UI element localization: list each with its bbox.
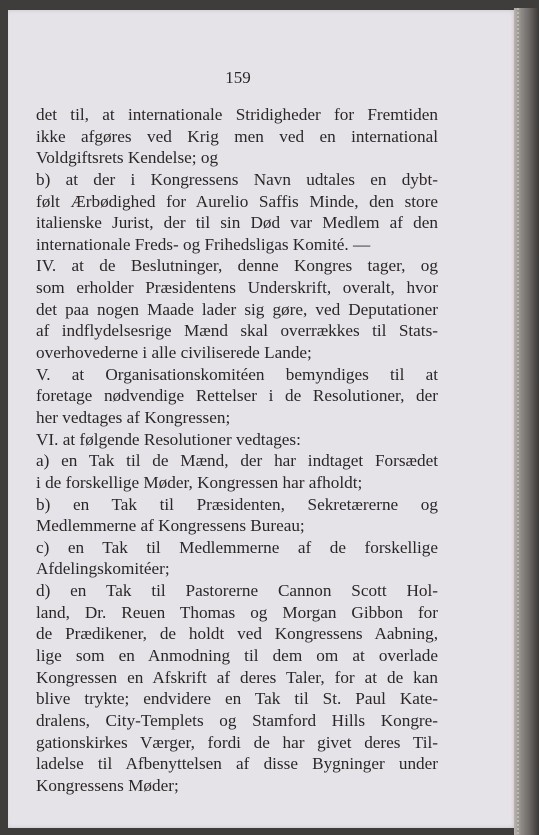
text-line: IV. at de Beslutninger, denne Kongres tager, og <box>36 256 438 276</box>
text-line: b) at der i Kongressens Navn udtales en dybt- <box>36 169 438 189</box>
text-line: her vedtages af Kongressen; <box>36 407 231 427</box>
text-line: internationale Freds- og Frihedsligas Komité. — <box>36 234 371 254</box>
text-line: overhovederne i alle civiliserede Lande; <box>36 343 312 363</box>
text-line: følt Ærbødighed for Aurelio Saffis Minde, den store <box>36 191 438 211</box>
text-line: dralens, City-Templets og Stamford Hills Kongre- <box>36 710 438 730</box>
body-text <box>36 104 438 797</box>
text-line: Kongressen en Afskrift af deres Taler, for at de kan <box>36 667 438 687</box>
text-line: italienske Jurist, der til sin Død var Medlem af den <box>36 213 438 233</box>
page-number: 159 <box>225 68 251 87</box>
text-line: foretage nødvendige Rettelser i de Resolutioner, der <box>36 386 438 406</box>
text-line: gationskirkes Værger, fordi de har givet deres Til- <box>36 732 438 752</box>
text-line: VI. at følgende Resolutioner vedtages: <box>36 429 301 449</box>
book-edge <box>514 8 539 835</box>
text-line: V. at Organisationskomitéen bemyndiges til at <box>36 364 438 384</box>
text-line: d) en Tak til Pastorerne Cannon Scott Hol- <box>36 581 438 601</box>
text-line: af indflydelsesrige Mænd skal overrækkes til Stats- <box>36 321 438 341</box>
text-line: Kongressens Møder; <box>36 775 179 795</box>
text-line: som erholder Præsidentens Underskrift, overalt, hvor <box>36 278 438 298</box>
text-line: Afdelingskomitéer; <box>36 559 170 579</box>
text-line: ikke afgøres ved Krig men ved en international <box>36 126 438 146</box>
text-line: det paa nogen Maade lader sig gøre, ved Deputationer <box>36 299 438 319</box>
text-line: ladelse til Afbenyttelsen af disse Bygninger under <box>36 754 438 774</box>
text-line: blive trykte; endvidere en Tak til St. Paul Kate- <box>36 689 438 709</box>
page-sheet <box>8 10 516 828</box>
text-line: lige som en Anmodning til dem om at overlade <box>36 646 438 666</box>
text-line: land, Dr. Reuen Thomas og Morgan Gibbon for <box>36 602 438 622</box>
text-line: Voldgiftsrets Kendelse; og <box>36 148 219 168</box>
text-line: i de forskellige Møder, Kongressen har afholdt; <box>36 472 363 492</box>
text-line: det til, at internationale Stridigheder for Fremtiden <box>36 105 438 124</box>
text-line: a) en Tak til de Mænd, der har indtaget Forsædet <box>36 451 438 471</box>
text-line: Medlemmerne af Kongressens Bureau; <box>36 516 305 536</box>
text-line: c) en Tak til Medlemmerne af de forskellige <box>36 537 438 557</box>
text-line: de Prædikener, de holdt ved Kongressens Aabning, <box>36 624 438 644</box>
text-line: b) en Tak til Præsidenten, Sekretærerne og <box>36 494 438 514</box>
